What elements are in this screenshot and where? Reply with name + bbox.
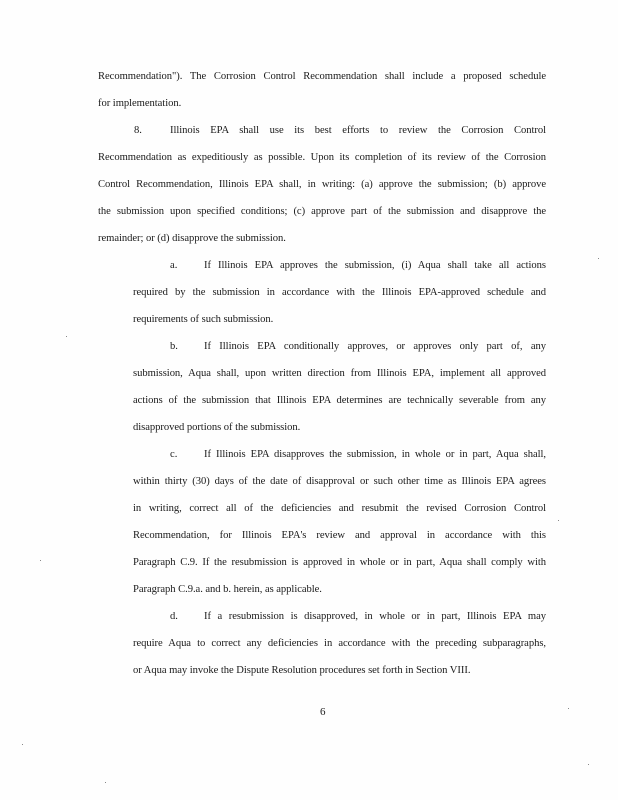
subparagraph-b-line-2: submission, Aqua shall, upon written direction from Illinois EPA, implement all approved — [133, 368, 546, 379]
scan-speck — [558, 520, 559, 521]
subparagraph-c-line-5: Paragraph C.9. If the resubmission is approved in whole or in part, Aqua shall comply with — [133, 557, 546, 568]
subparagraph-a-label: a. — [170, 260, 178, 271]
paragraph-8-line-3: Control Recommendation, Illinois EPA shall, in writing: (a) approve the submission; (b) approve — [98, 179, 546, 190]
subparagraph-c-line-3: in writing, correct all of the deficiencies and resubmit the revised Corrosion Control — [133, 503, 546, 514]
subparagraph-b-line-3: actions of the submission that Illinois EPA determines are technically severable from any — [133, 395, 546, 406]
page-number: 6 — [320, 706, 326, 718]
paragraph-8-number: 8. — [134, 125, 142, 136]
scan-speck — [598, 258, 599, 259]
subparagraph-c-line-6: Paragraph C.9.a. and b. herein, as applicable. — [133, 584, 322, 595]
scan-speck — [22, 744, 23, 745]
subparagraph-a-line-3: requirements of such submission. — [133, 314, 274, 325]
subparagraph-c-label: c. — [170, 449, 178, 460]
scan-speck — [40, 560, 41, 561]
subparagraph-b-line-4: disapproved portions of the submission. — [133, 422, 301, 433]
scan-speck — [568, 708, 569, 709]
subparagraph-a-line-1: If Illinois EPA approves the submission, (i) Aqua shall take all actions — [204, 260, 546, 271]
subparagraph-d-line-2: require Aqua to correct any deficiencies in accordance with the preceding subparagraphs, — [133, 638, 546, 649]
subparagraph-b-label: b. — [170, 341, 178, 352]
scan-speck — [66, 336, 67, 337]
paragraph-8-line-2: Recommendation as expeditiously as possible. Upon its completion of its review of the Corrosion — [98, 152, 546, 163]
paragraph-8-line-4: the submission upon specified conditions; (c) approve part of the submission and disapprove the — [98, 206, 546, 217]
intro-line-2: for implementation. — [98, 98, 182, 109]
subparagraph-a-line-2: required by the submission in accordance with the Illinois EPA-approved schedule and — [133, 287, 546, 298]
paragraph-8-line-1: Illinois EPA shall use its best efforts to review the Corrosion Control — [170, 125, 546, 136]
subparagraph-c-line-1: If Illinois EPA disapproves the submission, in whole or in part, Aqua shall, — [204, 449, 546, 460]
paragraph-8-line-5: remainder; or (d) disapprove the submission. — [98, 233, 286, 244]
subparagraph-c-line-4: Recommendation, for Illinois EPA's review and approval in accordance with this — [133, 530, 546, 541]
scan-speck — [105, 782, 106, 783]
subparagraph-d-line-3: or Aqua may invoke the Dispute Resolution procedures set forth in Section VIII. — [133, 665, 471, 676]
subparagraph-d-line-1: If a resubmission is disapproved, in whole or in part, Illinois EPA may — [204, 611, 546, 622]
subparagraph-d-label: d. — [170, 611, 178, 622]
subparagraph-b-line-1: If Illinois EPA conditionally approves, or approves only part of, any — [204, 341, 546, 352]
subparagraph-c-line-2: within thirty (30) days of the date of disapproval or such other time as Illinois EPA agrees — [133, 476, 546, 487]
intro-line-1: Recommendation"). The Corrosion Control Recommendation shall include a proposed schedule — [98, 71, 546, 82]
scan-speck — [588, 764, 589, 765]
